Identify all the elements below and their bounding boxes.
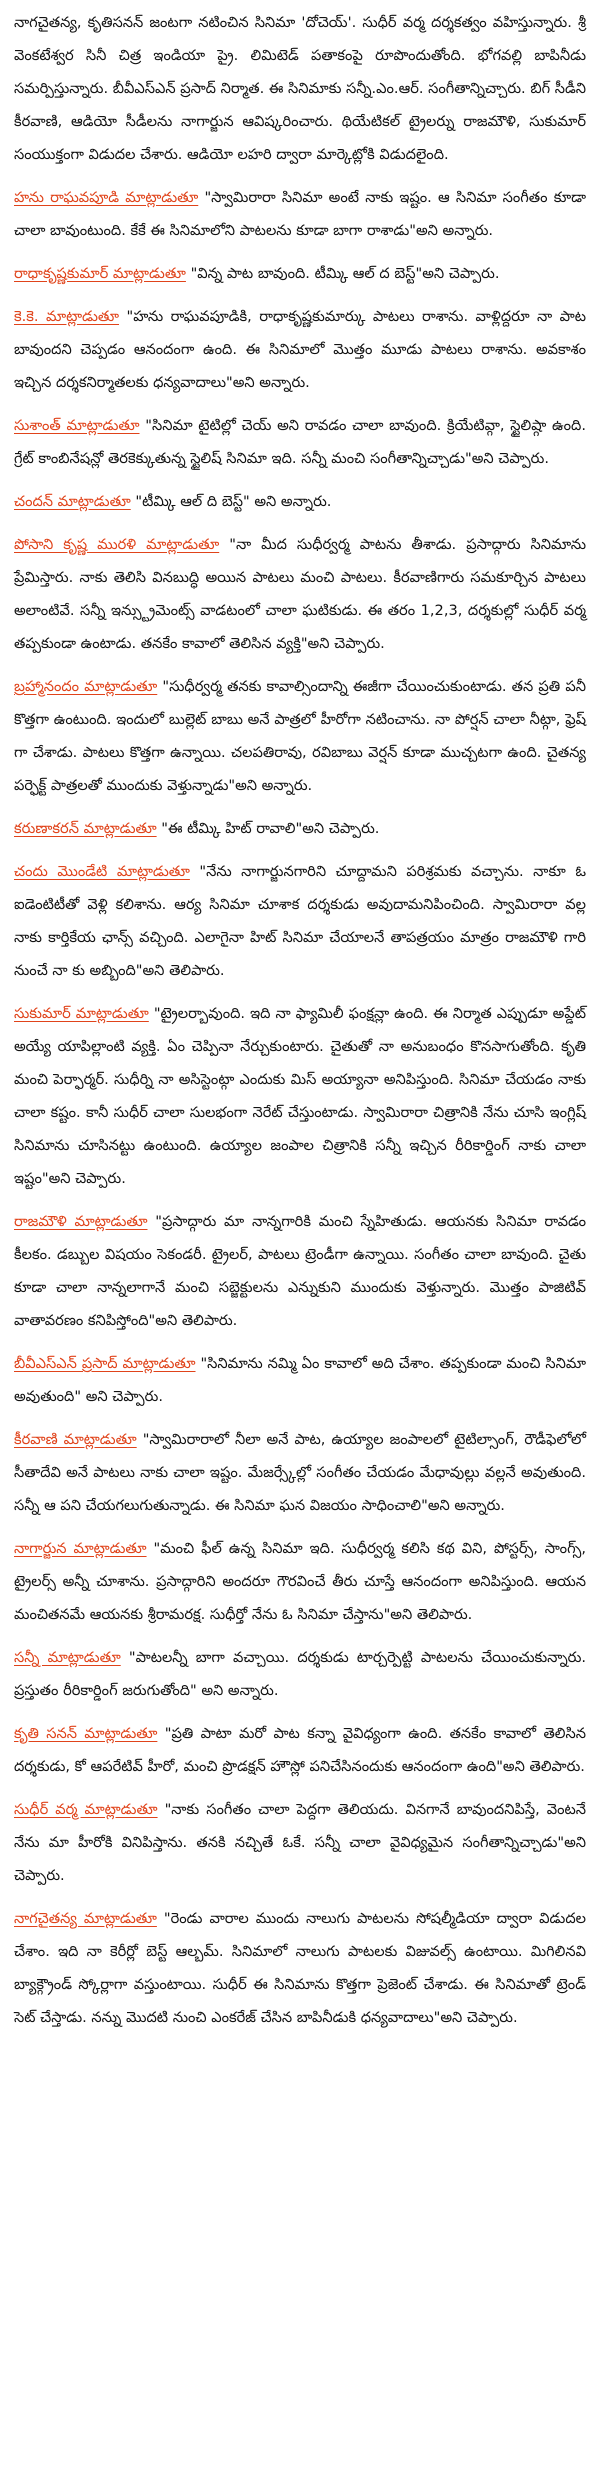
speaker-label: కీరవాణి మాట్లాడుతూ — [14, 1431, 137, 1448]
quote-paragraph — [14, 409, 586, 475]
quote-text: "నేను నాగార్జునగారిని చూద్దామని పరిశ్రమకు వచ్చాను. నాకూ ఓ ఐడెంటిటీతో వెళ్లి కలిశాను. ఆర్య సినిమా చూశాక దర్శకుడు అవుదామనిపించింది. స్వామిరారా వల్ల నాకు కార్తికేయ ఛాన్స్ వచ్చింది. ఎలాగైనా హిట్ సినిమా చేయాలనే తాపత్రయం మాత్రం రాజమౌళి గారి నుంచే నా కు అబ్బింది"అని తెలిపారు. — [14, 863, 586, 979]
paragraph-text: నాగచైతన్య, కృతిసనన్ జంటగా నటించిన సినిమా 'దోచెయ్'. సుధీర్ వర్మ దర్శకత్వం వహిస్తున్నారు. శ్రీ వెంకటేశ్వర సినీ చిత్ర ఇండియా ప్రై. లిమిటెడ్ పతాకంపై రూపొందుతోంది. భోగవల్లి బాపినీడు సమర్పిస్తున్నారు. బీవీఎస్ఎన్ ప్రసాద్ నిర్మాత. ఈ సినిమాకు సన్నీ.ఎం.ఆర్. సంగీతాన్నిచ్చారు. బిగ్ సీడీని కీరవాణి, ఆడియో సీడీలను నాగార్జున ఆవిష్కరించారు. థియేటికల్ ట్రైలర్ను రాజమౌళి, సుకుమార్ సంయుక్తంగా విడుదల చేశారు. ఆడియో లహరి ద్వారా మార్కెట్లోకి విడుదలైంది. — [14, 14, 587, 163]
quote-paragraph — [14, 300, 586, 399]
quote-text: "విన్న పాట బావుంది. టీమ్కి ఆల్ ద బెస్ట్"అని చెప్పారు. — [185, 265, 500, 282]
quote-text: "ట్రైలర్బావుంది. ఇది నా ఫ్యామిలీ ఫంక్షన్లా ఉంది. ఈ నిర్మాత ఎప్పుడూ అప్డేట్ అయ్యే యాపిల్లాంటి వ్యక్తి. ఏం చెప్పినా నేర్చుకుంటారు. చైతుతో నా అనుబంధం కొనసాగుతోంది. కృతి మంచి పెర్ఫార్మర్. సుధీర్ని నా అసిస్టెంట్గా ఎందుకు మిస్ అయ్యానా అనిపిస్తుంది. సినిమా చేయడం నాకు చాలా కష్టం. కానీ సుధీర్ చాలా సులభంగా నెరేట్ చేస్తుంటాడు. స్వామిరారా చిత్రానికి నేను చూసి ఇంగ్లిష్ సినిమాను చూసినట్టు ఉంటుంది. ఉయ్యాల జంపాల చిత్రానికి సన్నీ ఇచ్చిన రీరికార్డింగ్ నాకు చాలా ఇష్టం"అని చెప్పారు. — [14, 1005, 586, 1187]
quote-paragraph — [14, 855, 586, 987]
speaker-label: కె.కె. మాట్లాడుతూ — [14, 308, 120, 325]
speaker-label: రాజమౌళి మాట్లాడుతూ — [14, 1213, 148, 1230]
speaker-label: నాగచైతన్య మాట్లాడుతూ — [14, 1910, 157, 1927]
quote-paragraph — [14, 997, 586, 1195]
speaker-label: చందు మొండేటి మాట్లాడుతూ — [14, 863, 190, 880]
quote-text: "నా మీద సుధీర్వర్మ పాటను తీశాడు. ప్రసాద్గారు సినిమాను ప్రేమిస్తారు. నాకు తెలిసి వినబుద్ధి అయిన పాటలు మంచి పాటలు. కీరవాణిగారు సమకూర్చిన పాటలు అలాంటివే. సన్నీ ఇన్స్ట్రుమెంట్స్ వాడటంలో చాలా ఘటికుడు. ఈ తరం 1,2,3, దర్శకుల్లో సుధీర్ వర్మ తప్పకుండా ఉంటాడు. తనకేం కావాలో తెలిసిన వ్యక్తి"అని చెప్పారు. — [14, 536, 587, 652]
quote-paragraph — [14, 812, 586, 845]
speaker-label: సుశాంత్ మాట్లాడుతూ — [14, 417, 140, 434]
quote-text: "టీమ్కి ఆల్ ది బెస్ట్" అని అన్నారు. — [130, 493, 332, 510]
quote-text: "సినిమా టైటిల్లో చెయ్ అని రావడం చాలా బావుంది. క్రియేటివ్గా, స్టైలిష్గా ఉంది. గ్రేట్ కాంబినేషన్లో తెరకెక్కుతున్న స్టైలిష్ సినిమా ఇది. సన్నీ మంచి సంగీతాన్నిచ్చాడు"అని చెప్పారు. — [14, 417, 586, 467]
quote-text: "స్వామిరారా సినిమా అంటే నాకు ఇష్టం. ఆ సినిమా సంగీతం కూడా చాలా బావుంటుంది. కేకే ఈ సినిమాలోని పాటలను కూడా బాగా రాశాడు"అని అన్నారు. — [14, 189, 586, 239]
quote-text: "సుధీర్వర్మ తనకు కావాల్సిందాన్ని ఈజీగా చేయించుకుంటాడు. తన ప్రతి పనీ కొత్తగా ఉంటుంది. ఇందులో బుల్లెట్ బాబు అనే పాత్రలో హీరోగా నటించాను. నా పోర్షన్ చాలా నీట్గా, ఫ్రెష్ గా చేశాడు. పాటలు కొత్తగా ఉన్నాయి. చలపతిరావు, రవిబాబు వెర్షన్ కూడా ముచ్చటగా ఉంది. చైతన్య పర్ఫెక్ట్ పాత్రలతో ముందుకు వెళ్తున్నాడు"అని అన్నారు. — [14, 678, 586, 794]
quote-paragraph — [14, 257, 586, 290]
speaker-label: హను రాఘవపూడి మాట్లాడుతూ — [14, 189, 199, 206]
speaker-label: బీవీఎస్ఎన్ ప్రసాద్ మాట్లాడుతూ — [14, 1355, 196, 1372]
quote-text: "పాటలన్నీ బాగా వచ్చాయి. దర్శకుడు టార్చర్పెట్టి పాటలను చేయించుకున్నారు. ప్రస్తుతం రీరికార్డింగ్ జరుగుతోంది" అని అన్నారు. — [14, 1649, 587, 1699]
quote-text: "ఈ టీమ్కి హిట్ రావాలి"అని చెప్పారు. — [156, 820, 380, 837]
quote-text: "ప్రసాద్గారు మా నాన్నగారికి మంచి స్నేహితుడు. ఆయనకు సినిమా రావడం కీలకం. డబ్బుల విషయం సెకండరీ. ట్రైలర్, పాటలు ట్రెండీగా ఉన్నాయి. సంగీతం చాలా బావుంది. చైతు కూడా చాలా నాన్నలాగానే మంచి సబ్జెక్టులను ఎన్నుకుని ముందుకు వెళ్తున్నారు. మొత్తం పాజిటివ్ వాతావరణం కనిపిస్తోంది"అని తెలిపారు. — [14, 1213, 586, 1329]
speaker-label: కృతి సనన్ మాట్లాడుతూ — [14, 1725, 158, 1742]
speaker-label: సుధీర్ వర్మ మాట్లాడుతూ — [14, 1801, 158, 1818]
quote-text: "నాకు సంగీతం చాలా పెద్దగా తెలియదు. వినగానే బావుందనిపిస్తే, వెంటనే నేను మా హీరోకి వినిపిస్తాను. తనకి నచ్చితే ఓకే. సన్నీ చాలా వైవిధ్యమైన సంగీతాన్నిచ్చాడు"అని చెప్పారు. — [14, 1801, 587, 1884]
quote-text: "సినిమాను నమ్మి ఏం కావాలో అది చేశాం. తప్పకుండా మంచి సినిమా అవుతుంది" అని చెప్పారు. — [14, 1355, 586, 1405]
quote-paragraph — [14, 670, 586, 802]
intro-paragraph — [14, 6, 586, 171]
quote-text: "రెండు వారాల ముందు నాలుగు పాటలను సోషల్మీడియా ద్వారా విడుదల చేశాం. ఇది నా కెరీర్లో బెస్ట్ ఆల్బమ్. సినిమాలో నాలుగు పాటలకు విజువల్స్ ఉంటాయి. మిగిలినవి బ్యాక్గ్రౌండ్ స్కోర్లాగా వస్తుంటాయి. సుధీర్ ఈ సినిమాను కొత్తగా ప్రెజెంట్ చేశాడు. ఈ సినిమాతో ట్రెండ్ సెట్ చేస్తాడు. నన్ను మొదటి నుంచి ఎంకరేజ్ చేసిన బాపినీడుకి ధన్యవాదాలు"అని చెప్పారు. — [14, 1910, 586, 2026]
speaker-label: నాగార్జున మాట్లాడుతూ — [14, 1540, 147, 1557]
quote-paragraph — [14, 1902, 586, 2034]
speaker-label: సన్నీ మాట్లాడుతూ — [14, 1649, 121, 1666]
quote-text: "మంచి ఫీల్ ఉన్న సినిమా ఇది. సుధీర్వర్మ కలిసి కథ విని, పోస్టర్స్, సాంగ్స్, ట్రైలర్స్ అన్నీ చూశాను. ప్రసాద్గారిని అందరూ గౌరవించే తీరు చూస్తే ఆనందంగా అనిపిస్తుంది. ఆయన మంచితనమే ఆయనకు శ్రీరామరక్ష. సుధీర్తో నేను ఓ సినిమా చేస్తాను"అని తెలిపారు. — [14, 1540, 586, 1623]
quote-paragraph — [14, 181, 586, 247]
speaker-label: పోసాని కృష్ణ మురళి మాట్లాడుతూ — [14, 536, 220, 553]
speaker-label: బ్రహ్మానందం మాట్లాడుతూ — [14, 678, 158, 695]
quote-paragraph — [14, 1532, 586, 1631]
speaker-label: రాధాకృష్ణకుమార్ మాట్లాడుతూ — [14, 265, 186, 282]
quote-paragraph — [14, 1205, 586, 1337]
quote-text: "స్వామిరారాలో నీలా అనే పాట, ఉయ్యాల జంపాలలో టైటిల్సాంగ్, రౌడీఫెలోలో సీతాదేవి అనే పాటలు నాకు చాలా ఇష్టం. మేజర్స్కేల్లో సంగీతం చేయడం మేధావుల్లు వల్లనే అవుతుంది. సన్నీ ఆ పని చేయగలుగుతున్నాడు. ఈ సినిమా ఘన విజయం సాధించాలి"అని అన్నారు. — [14, 1431, 586, 1514]
quote-paragraph — [14, 1641, 586, 1707]
quote-text: "ప్రతి పాటా మరో పాట కన్నా వైవిధ్యంగా ఉంది. తనకేం కావాలో తెలిసిన దర్శకుడు, కో ఆపరేటివ్ హీరో, మంచి ప్రొడక్షన్ హౌస్లో పనిచేసినందుకు ఆనందంగా ఉంది"అని తెలిపారు. — [14, 1725, 586, 1775]
quote-paragraph — [14, 1423, 586, 1522]
quote-paragraph — [14, 1793, 586, 1892]
speaker-label: కరుణాకరన్ మాట్లాడుతూ — [14, 820, 157, 837]
quote-paragraph — [14, 528, 586, 660]
quote-paragraph — [14, 1347, 586, 1413]
quote-paragraph — [14, 485, 586, 518]
speaker-label: చందన్ మాట్లాడుతూ — [14, 493, 131, 510]
quote-paragraph — [14, 1717, 586, 1783]
quote-text: "హను రాఘవపూడికి, రాధాకృష్ణకుమార్కు పాటలు రాశాను. వాళ్లిద్దరూ నా పాట బావుందని చెప్పడం ఆనందంగా ఉంది. ఈ సినిమాలో మొత్తం మూడు పాటలు రాశాను. అవకాశం ఇచ్చిన దర్శకనిర్మాతలకు ధన్యవాదాలు"అని అన్నారు. — [14, 308, 586, 391]
speaker-label: సుకుమార్ మాట్లాడుతూ — [14, 1005, 149, 1022]
